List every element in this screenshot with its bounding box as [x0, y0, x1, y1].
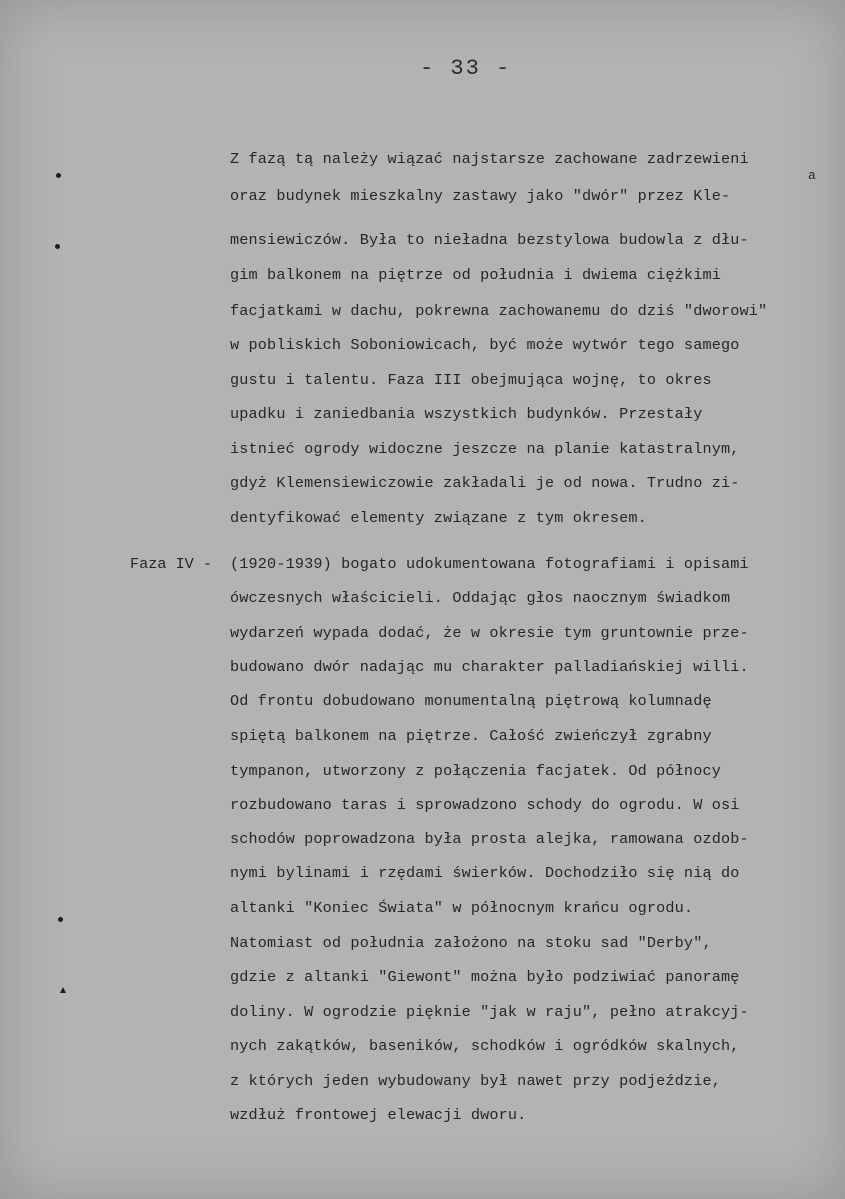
margin-mark — [55, 244, 60, 249]
text-line: rozbudowano taras i sprowadzono schody do ogrodu. W osi — [230, 796, 740, 814]
text-line: budowano dwór nadając mu charakter palladiańskiej willi. — [230, 658, 749, 676]
text-line: dentyfikować elementy związane z tym okresem. — [230, 509, 647, 527]
text-line: nymi bylinami i rzędami świerków. Dochodziło się nią do — [230, 864, 740, 882]
page-number: - 33 - — [420, 56, 512, 81]
text-line: w pobliskich Soboniowicach, być może wytwór tego samego — [230, 336, 740, 354]
text-line: doliny. W ogrodzie pięknie "jak w raju", pełno atrakcyj- — [230, 1003, 749, 1021]
text-line: mensiewiczów. Była to nieładna bezstylowa budowla z dłu- — [230, 231, 749, 249]
text-line: gdyż Klemensiewiczowie zakładali je od nowa. Trudno zi- — [230, 474, 740, 492]
text-line: gdzie z altanki "Giewont" można było podziwiać panoramę — [230, 968, 740, 986]
text-line: facjatkami w dachu, pokrewna zachowanemu do dziś "dworowi" — [230, 302, 768, 320]
text-line: schodów poprowadzona była prosta alejka, ramowana ozdob- — [230, 830, 749, 848]
text-line: z których jeden wybudowany był nawet przy podjeździe, — [230, 1072, 721, 1090]
text-line: ówczesnych właścicieli. Oddając głos naocznym świadkom — [230, 589, 731, 607]
text-line: oraz budynek mieszkalny zastawy jako "dwór" przez Kle- — [230, 187, 731, 205]
text-line: Natomiast od południa założono na stoku sad "Derby", — [230, 934, 712, 952]
text-line: Od frontu dobudowano monumentalną piętrową kolumnadę — [230, 692, 712, 710]
text-line: wydarzeń wypada dodać, że w okresie tym gruntownie prze- — [230, 624, 749, 642]
margin-mark — [60, 987, 66, 993]
text-line: upadku i zaniedbania wszystkich budynków. Przestały — [230, 405, 703, 423]
text-line: gim balkonem na piętrze od południa i dwiema ciężkimi — [230, 266, 721, 284]
subscript-a: a — [808, 168, 816, 183]
text-line: tympanon, utworzony z połączenia facjatek. Od północy — [230, 762, 721, 780]
text-line: istnieć ogrody widoczne jeszcze na planie katastralnym, — [230, 440, 740, 458]
margin-mark — [58, 917, 63, 922]
text-line: nych zakątków, baseników, schodków i ogródków skalnych, — [230, 1037, 740, 1055]
text-line: gustu i talentu. Faza III obejmująca wojnę, to okres — [230, 371, 712, 389]
text-line: (1920-1939) bogato udokumentowana fotografiami i opisami — [230, 555, 749, 573]
text-line: Z fazą tą należy wiązać najstarsze zachowane zadrzewieni — [230, 150, 749, 168]
text-line: altanki "Koniec Świata" w północnym krańcu ogrodu. — [230, 899, 694, 917]
margin-mark — [56, 173, 61, 178]
section-label: Faza IV - — [130, 555, 213, 573]
text-line: spiętą balkonem na piętrze. Całość zwieńczył zgrabny — [230, 727, 712, 745]
text-line: wzdłuż frontowej elewacji dworu. — [230, 1106, 527, 1124]
